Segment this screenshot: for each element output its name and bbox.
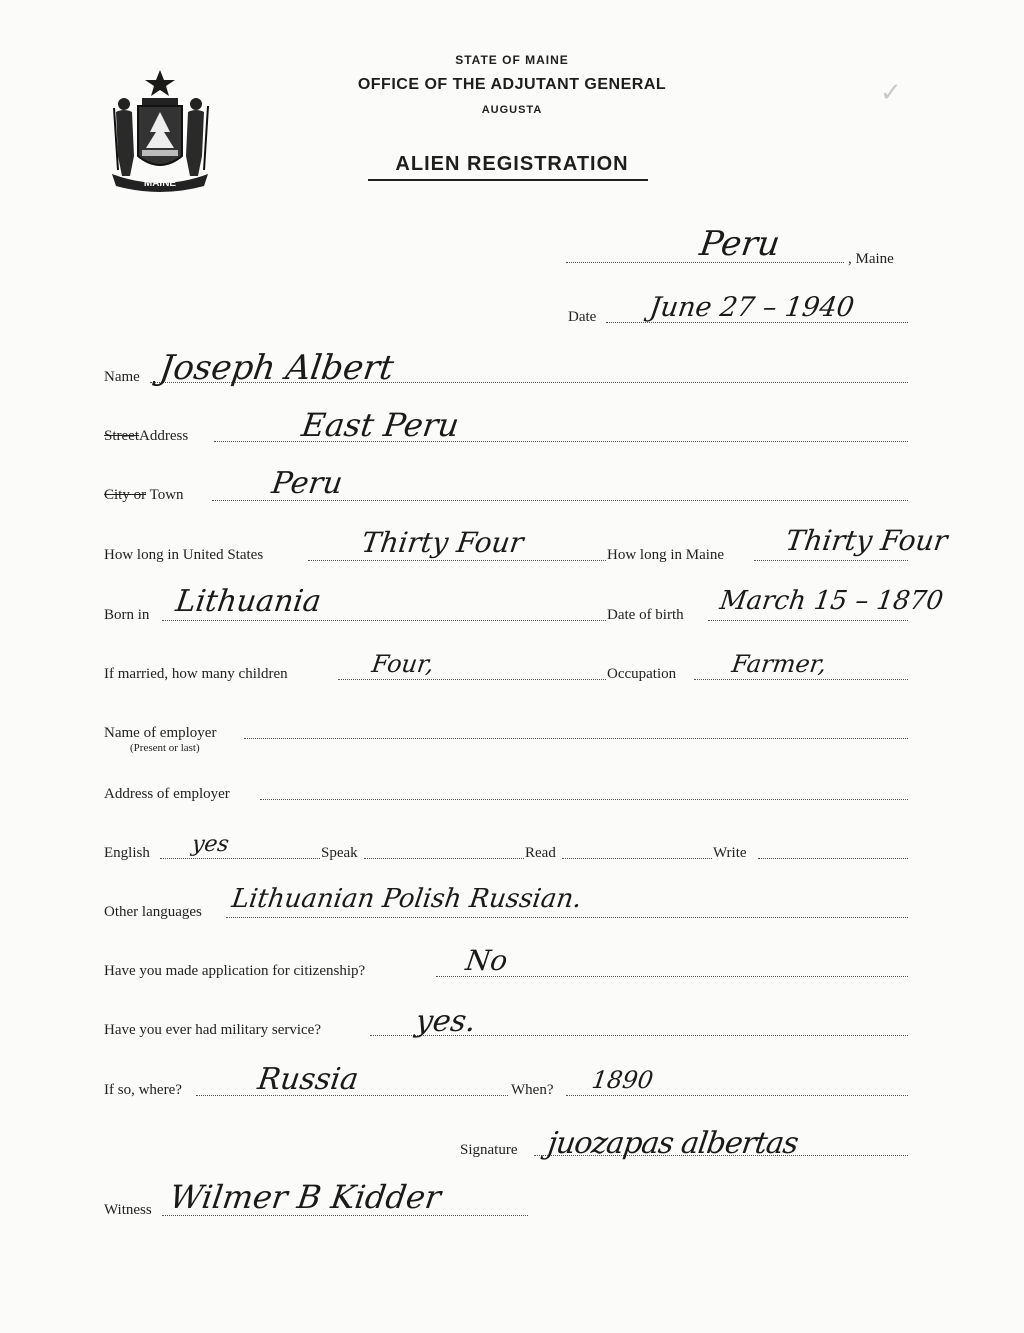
how-long-us-line — [308, 560, 606, 561]
born-in-line — [162, 620, 606, 621]
check-mark-icon: ✓ — [880, 78, 902, 108]
citizenship-label: Have you made application for citizenship? — [104, 963, 366, 979]
read-line — [562, 858, 712, 859]
born-in-label: Born in — [104, 607, 150, 623]
office-name: OFFICE OF THE ADJUTANT GENERAL — [357, 76, 667, 93]
date-value: June 27 – 1940 — [647, 292, 857, 323]
state-name: STATE OF MAINE — [455, 53, 569, 67]
how-long-maine-line — [754, 560, 908, 561]
military-label: Have you ever had military service? — [104, 1022, 321, 1038]
name-label: Name — [104, 369, 140, 385]
name-value: Joseph Albert — [157, 348, 397, 388]
town-label: City or Town — [104, 487, 184, 503]
employer-name-label: Name of employer — [104, 725, 217, 741]
how-long-maine-label: How long in Maine — [607, 547, 725, 563]
other-languages-label: Other languages — [104, 904, 202, 920]
where-value: Russia — [255, 1062, 361, 1097]
title-underline — [368, 179, 648, 181]
military-value: yes. — [413, 1004, 479, 1039]
other-languages-value: Lithuanian Polish Russian. — [229, 884, 584, 914]
town-value: Peru — [269, 466, 345, 501]
children-line — [338, 679, 606, 680]
when-line — [566, 1095, 908, 1096]
address-value: East Peru — [299, 406, 462, 444]
employer-name-sublabel: (Present or last) — [130, 742, 200, 754]
employer-address-label: Address of employer — [104, 786, 230, 802]
place-value: Peru — [697, 224, 783, 264]
read-label: Read — [525, 845, 556, 861]
date-of-birth-value: March 15 – 1870 — [717, 586, 946, 616]
state-seal-icon — [104, 66, 216, 192]
when-value: 1890 — [590, 1066, 656, 1094]
date-of-birth-line — [708, 620, 908, 621]
occupation-label: Occupation — [607, 666, 677, 682]
witness-value: Wilmer B Kidder — [167, 1178, 444, 1216]
write-label: Write — [713, 845, 747, 861]
other-languages-line — [226, 917, 908, 918]
svg-text:MAINE: MAINE — [143, 178, 177, 189]
children-value: Four, — [370, 650, 436, 678]
when-label: When? — [511, 1082, 554, 1098]
place-suffix: , Maine — [848, 251, 894, 267]
where-label: If so, where? — [104, 1082, 182, 1098]
how-long-us-label: How long in United States — [104, 547, 264, 563]
how-long-us-value: Thirty Four — [359, 526, 526, 559]
occupation-line — [694, 679, 908, 680]
date-label: Date — [568, 309, 597, 325]
employer-name-line — [244, 738, 908, 739]
witness-label: Witness — [104, 1202, 152, 1218]
english-label: English — [104, 845, 150, 861]
english-value: yes — [190, 832, 231, 857]
born-in-value: Lithuania — [173, 584, 324, 619]
address-label: StreetAddress — [104, 428, 189, 444]
occupation-value: Farmer, — [730, 650, 829, 678]
how-long-maine-value: Thirty Four — [783, 524, 950, 557]
signature-value: juozapas albertas — [545, 1126, 800, 1161]
write-line — [758, 858, 908, 859]
english-line — [160, 858, 320, 859]
form-title: ALIEN REGISTRATION — [395, 153, 629, 175]
citizenship-value: No — [463, 944, 510, 977]
speak-label: Speak — [321, 845, 358, 861]
city-name: AUGUSTA — [481, 104, 543, 116]
employer-address-line — [260, 799, 908, 800]
children-label: If married, how many children — [104, 666, 288, 682]
date-of-birth-label: Date of birth — [607, 607, 684, 623]
citizenship-line — [436, 976, 908, 977]
speak-line — [364, 858, 524, 859]
signature-label: Signature — [460, 1142, 518, 1158]
